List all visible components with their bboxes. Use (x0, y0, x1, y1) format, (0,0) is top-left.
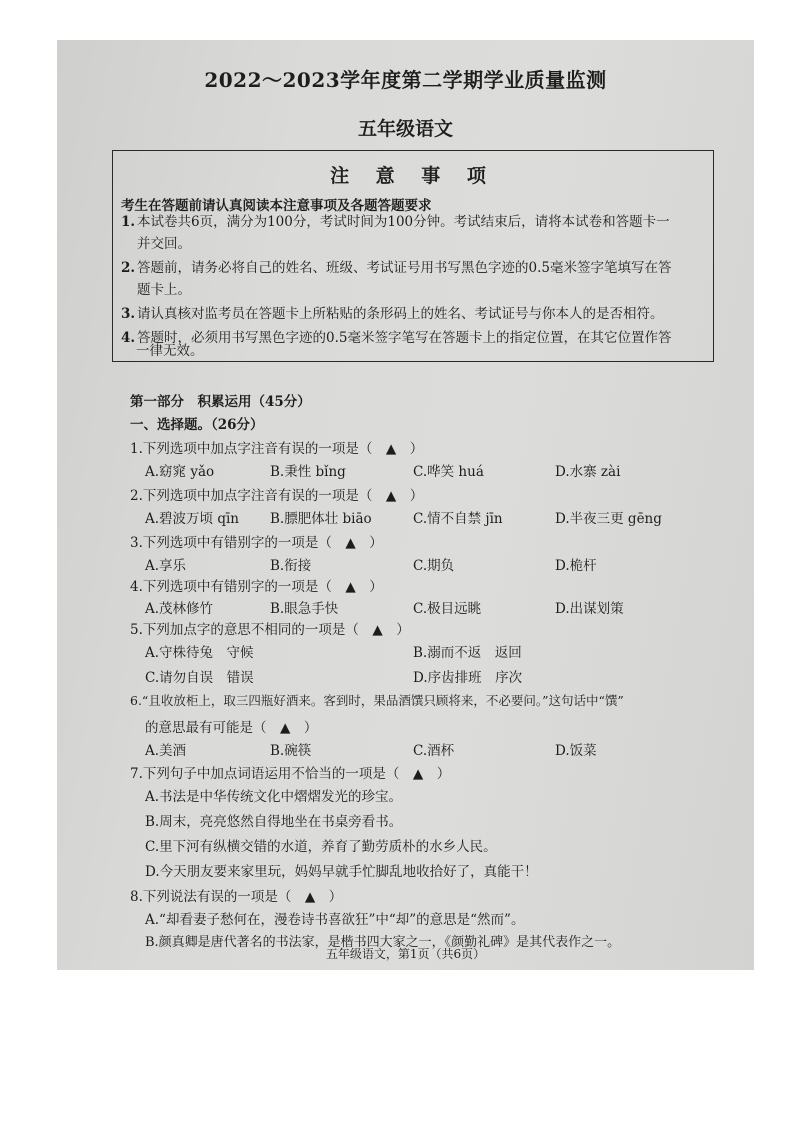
q1-option-a: A.窈窕 yǎo (145, 464, 215, 480)
q7-option-c: C.里下河有纵横交错的水道，养育了勤劳质朴的水乡人民。 (145, 839, 497, 855)
q2-option-b: B.膘肥体壮 biāo (270, 511, 372, 527)
q1-option-b: B.秉性 bǐng (270, 464, 346, 480)
notice-item-2: 2. 答题前，请务必将自己的姓名、班级、考试证号用书写黑色字迹的0.5毫米签字笔填写在答 (121, 260, 672, 276)
notice-item-2-cont: 题卡上。 (137, 282, 191, 298)
question-4-stem: 4.下列选项中有错别字的一项是（ ▲ ） (130, 579, 383, 595)
q6-option-b: B.碗筷 (270, 743, 312, 759)
notice-box (112, 150, 714, 362)
q3-option-a: A.享乐 (145, 558, 187, 574)
q3-option-c: C.期负 (413, 558, 455, 574)
q1-option-d: D.水寨 zài (555, 464, 621, 480)
q8-option-b: B.颜真卿是唐代著名的书法家，是楷书四大家之一，《颜勤礼碑》是其代表作之一。 (145, 935, 621, 950)
exam-title: 2022～2023学年度第二学期学业质量监测 (204, 68, 607, 92)
exam-subject: 五年级语文 (357, 118, 453, 140)
q4-option-b: B.眼急手快 (270, 601, 339, 617)
q5-option-d: D.序齿排班 序次 (413, 670, 523, 686)
q4-option-a: A.茂林修竹 (145, 601, 214, 617)
question-7-stem: 7.下列句子中加点词语运用不恰当的一项是（ ▲ ） (130, 766, 451, 782)
q6-option-a: A.美酒 (145, 743, 187, 759)
q7-option-b: B.周末，亮亮悠然自得地坐在书桌旁看书。 (145, 814, 403, 830)
exam-page-photo (57, 40, 754, 970)
q7-option-d: D.今天朋友要来家里玩，妈妈早就手忙脚乱地收拾好了，真能干！ (145, 864, 538, 880)
page-footer: 五年级语文，第1页（共6页） (325, 947, 486, 961)
q3-option-b: B.衔接 (270, 558, 312, 574)
notice-item-3: 3. 请认真核对监考员在答题卡上所粘贴的条形码上的姓名、考试证号与你本人的是否相符。 (121, 306, 664, 322)
q2-option-c: C.情不自禁 jīn (413, 511, 503, 527)
q2-option-d: D.半夜三更 gēng (555, 511, 662, 527)
question-6-stem: 6.“且收放柜上，取三四瓶好酒来。客到时，果品酒馔只顾将来，不必要问。”这句话中“馔” (130, 693, 624, 708)
part1-heading: 第一部分 积累运用（45分） (130, 394, 311, 410)
q7-option-a: A.书法是中华传统文化中熠熠发光的珍宝。 (145, 789, 403, 805)
q6-option-d: D.饭菜 (555, 743, 597, 759)
q5-option-a: A.守株待兔 守候 (145, 645, 254, 661)
notice-title: 注 意 事 项 (330, 165, 496, 187)
q5-option-b: B.溺而不返 返回 (413, 645, 522, 661)
notice-item-1-cont: 并交回。 (137, 236, 191, 252)
q4-option-c: C.极目远眺 (413, 601, 482, 617)
question-2-stem: 2.下列选项中加点字注音有误的一项是（ ▲ ） (130, 488, 424, 504)
notice-item-4: 4. 答题时，必须用书写黑色字迹的0.5毫米签字笔写在答题卡上的指定位置，在其它位置作答 (121, 330, 672, 346)
q1-option-c: C.哗笑 huá (413, 464, 484, 480)
q2-option-a: A.碧波万顷 qīn (145, 511, 239, 527)
question-5-stem: 5.下列加点字的意思不相同的一项是（ ▲ ） (130, 622, 410, 638)
q6-option-c: C.酒杯 (413, 743, 455, 759)
notice-intro: 考生在答题前请认真阅读本注意事项及各题答题要求 (121, 198, 432, 214)
question-6-stem-cont: 的意思最有可能是（ ▲ ） (145, 720, 318, 736)
section1-heading: 一、选择题。（26分） (130, 417, 264, 433)
notice-item-1: 1. 本试卷共6页，满分为100分，考试时间为100分钟。考试结束后，请将本试卷和答题卡一 (121, 214, 670, 230)
question-3-stem: 3.下列选项中有错别字的一项是（ ▲ ） (130, 535, 383, 551)
q8-option-a: A.“却看妻子愁何在，漫卷诗书喜欲狂”中“却”的意思是“然而”。 (145, 912, 525, 928)
q3-option-d: D.桅杆 (555, 558, 597, 574)
q4-option-d: D.出谋划策 (555, 601, 624, 617)
question-8-stem: 8.下列说法有误的一项是（ ▲ ） (130, 889, 343, 905)
q5-option-c: C.请勿自误 错误 (145, 670, 254, 686)
question-1-stem: 1.下列选项中加点字注音有误的一项是（ ▲ ） (130, 441, 424, 457)
notice-item-4-cont: 一律无效。 (136, 343, 204, 359)
